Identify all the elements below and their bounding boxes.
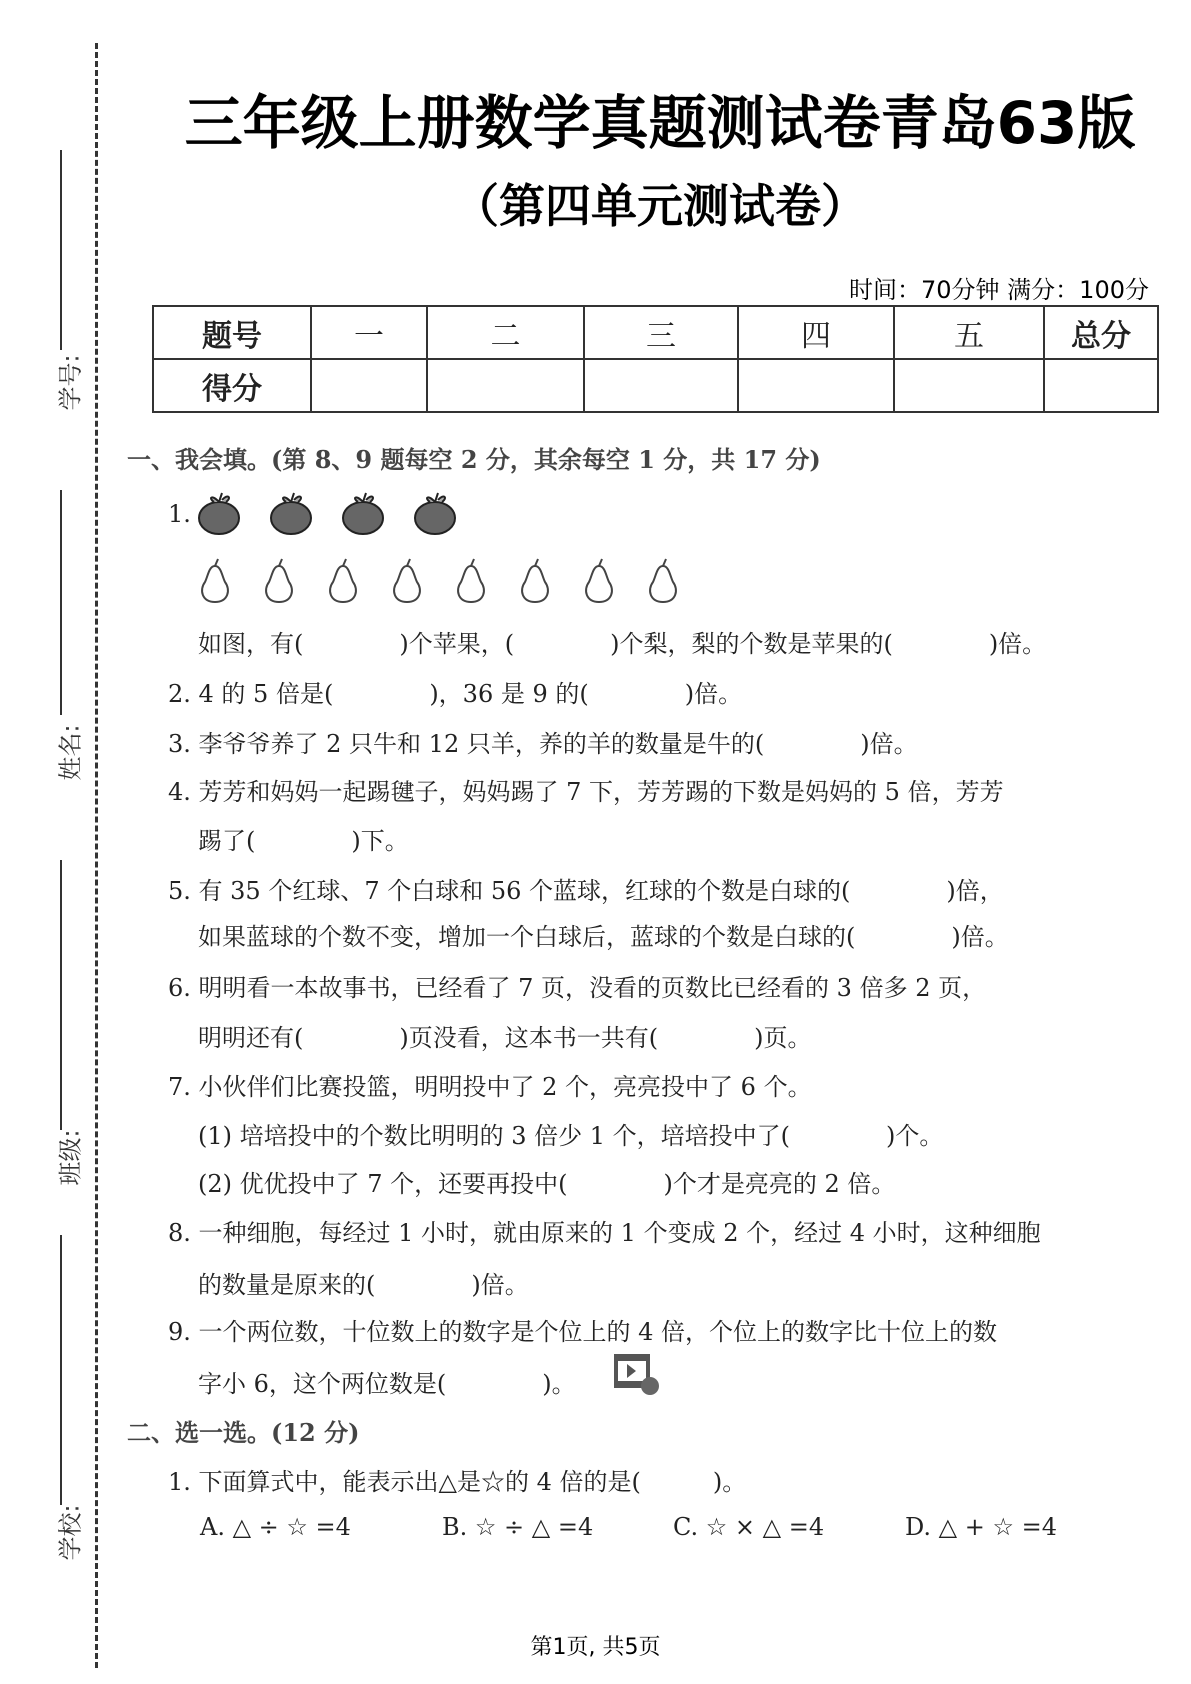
- question-line: 的数量是原来的( )倍。: [198, 1271, 529, 1299]
- question-line: 3. 李爷爷养了 2 只牛和 12 只羊，养的羊的数量是牛的( )倍。: [168, 730, 918, 758]
- score-cell[interactable]: [1044, 359, 1158, 412]
- page-title: 三年级上册数学真题测试卷青岛63版: [184, 89, 1136, 157]
- header-cell: 总分: [1044, 306, 1158, 359]
- question-line: (2) 优优投中了 7 个，还要再投中( )个才是亮亮的 2 倍。: [198, 1170, 896, 1198]
- option-d[interactable]: D. △ + ☆ =4: [905, 1513, 1057, 1541]
- question-line: 9. 一个两位数，十位数上的数字是个位上的 4 倍，个位上的数字比十位上的数: [168, 1318, 998, 1346]
- question-line: 明明还有( )页没看，这本书一共有( )页。: [198, 1024, 812, 1052]
- pear-icon: [514, 558, 556, 608]
- pear-icon: [322, 558, 364, 608]
- option-c[interactable]: C. ☆ × △ =4: [673, 1513, 825, 1541]
- page-subtitle: （第四单元测试卷）: [453, 179, 867, 233]
- blank-line: [60, 1235, 62, 1505]
- score-cell[interactable]: [584, 359, 738, 412]
- option-a[interactable]: A. △ ÷ ☆ =4: [200, 1513, 351, 1541]
- question-line: 如图，有( )个苹果，( )个梨，梨的个数是苹果的( )倍。: [198, 630, 1047, 658]
- pear-icon: [386, 558, 428, 608]
- pear-icon: [258, 558, 300, 608]
- row-label: 得分: [153, 359, 311, 412]
- blank-line: [60, 490, 62, 715]
- header-cell: 二: [427, 306, 584, 359]
- page-footer: 第1页, 共5页: [530, 1635, 661, 1660]
- question-line: 踢了( )下。: [198, 827, 409, 855]
- apple-icon: [340, 490, 386, 540]
- name-label: 姓名:: [56, 724, 85, 781]
- header-cell: 四: [738, 306, 894, 359]
- time-info: 时间：70分钟 满分：100分: [849, 276, 1149, 304]
- header-cell: 三: [584, 306, 738, 359]
- question-line: 如果蓝球的个数不变，增加一个白球后，蓝球的个数是白球的( )倍。: [198, 923, 1009, 951]
- question-line: 4. 芳芳和妈妈一起踢毽子，妈妈踢了 7 下，芳芳踢的下数是妈妈的 5 倍，芳芳: [168, 778, 1004, 806]
- question-line: 8. 一种细胞，每经过 1 小时，就由原来的 1 个变成 2 个，经过 4 小时，这种细胞: [168, 1219, 1041, 1247]
- school-label: 学校:: [56, 1504, 85, 1561]
- option-b[interactable]: B. ☆ ÷ △ =4: [442, 1513, 594, 1541]
- question-line: 1. 下面算式中，能表示出△是☆的 4 倍的是( )。: [168, 1468, 747, 1496]
- header-cell: 一: [311, 306, 427, 359]
- student-id-label: 学号:: [56, 354, 85, 411]
- question-line: 6. 明明看一本故事书，已经看了 7 页，没看的页数比已经看的 3 倍多 2 页，: [168, 974, 987, 1002]
- question-line: 5. 有 35 个红球、7 个白球和 56 个蓝球，红球的个数是白球的( )倍，: [168, 877, 1004, 905]
- pear-icon: [450, 558, 492, 608]
- section2-heading: 二、选一选。(12 分): [127, 1418, 360, 1447]
- score-table: [152, 305, 1159, 413]
- score-cell[interactable]: [427, 359, 584, 412]
- header-cell: 题号: [153, 306, 311, 359]
- video-play-icon[interactable]: [612, 1352, 662, 1400]
- section1-heading: 一、我会填。(第 8、9 题每空 2 分，其余每空 1 分，共 17 分): [127, 445, 821, 474]
- pear-icon: [642, 558, 684, 608]
- score-cell[interactable]: [894, 359, 1044, 412]
- apple-icon: [412, 490, 458, 540]
- question-line: 字小 6，这个两位数是( )。: [198, 1370, 576, 1398]
- pear-icon: [578, 558, 620, 608]
- binding-dashed-line: [95, 43, 98, 1668]
- pear-icon: [194, 558, 236, 608]
- class-label: 班级:: [56, 1129, 85, 1186]
- question-number: 1.: [168, 500, 191, 528]
- score-cell[interactable]: [738, 359, 894, 412]
- question-line: (1) 培培投中的个数比明明的 3 倍少 1 个，培培投中了( )个。: [198, 1122, 944, 1150]
- header-cell: 五: [894, 306, 1044, 359]
- apple-icon: [268, 490, 314, 540]
- apple-icon: [196, 490, 242, 540]
- question-line: 7. 小伙伴们比赛投篮，明明投中了 2 个，亮亮投中了 6 个。: [168, 1073, 812, 1101]
- score-cell[interactable]: [311, 359, 427, 412]
- question-line: 2. 4 的 5 倍是( )，36 是 9 的( )倍。: [168, 680, 743, 708]
- blank-line: [60, 860, 62, 1130]
